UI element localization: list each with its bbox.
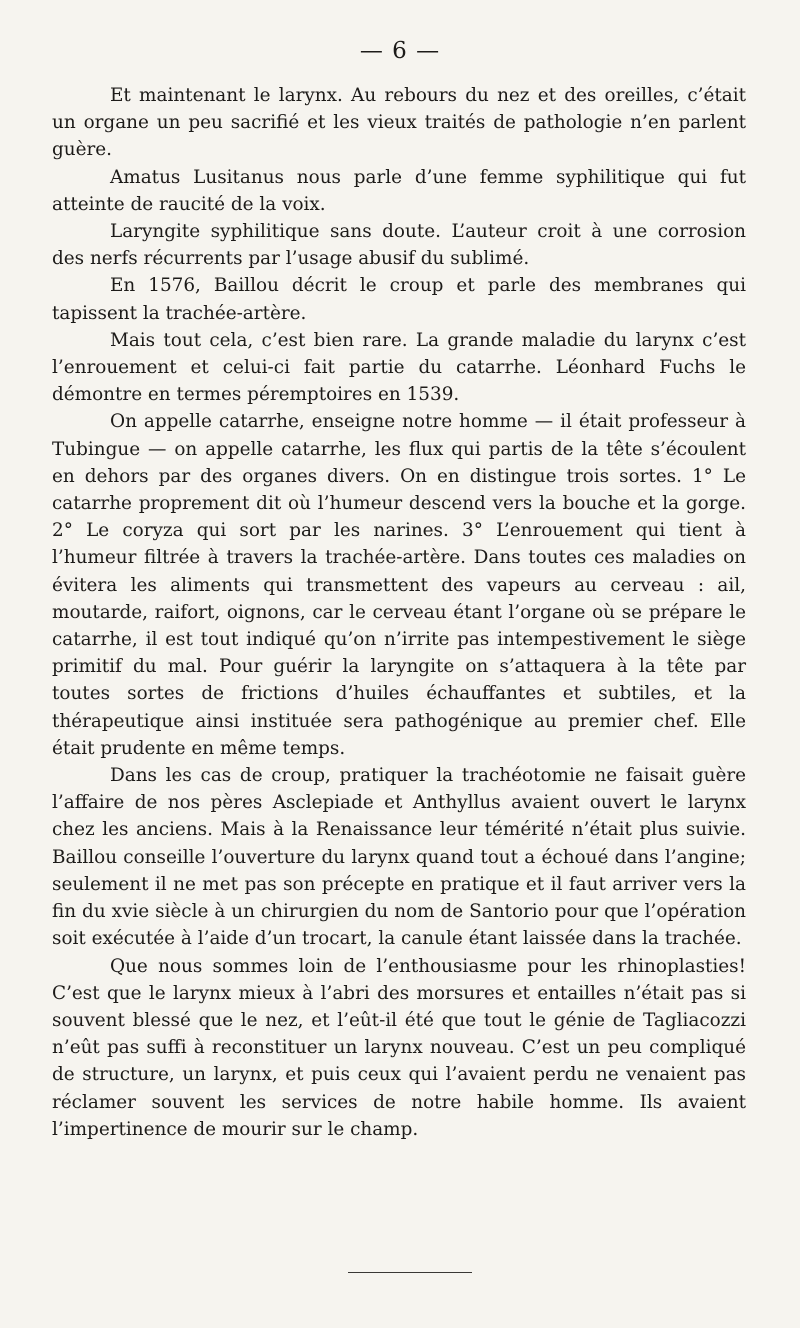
paragraph: Dans les cas de croup, pratiquer la trachéotomie ne faisait guère l’affaire de nos pères Asclepiade et Anthyllus avaient ouvert le larynx chez les anciens. Mais à la Renaissance leur témérité n’était plus suivie. Baillou conseille l’ouverture du larynx quand tout a échoué dans l’angine; seulement il ne met pas son précepte en pratique et il faut arriver vers la fin du xvie siècle à un chirurgien du nom de Santorio pour que l’opération soit exécutée à l’aide d’un trocart, la canule étant laissée dans la trachée. <box>52 765 746 950</box>
end-rule <box>348 1272 472 1273</box>
paragraph: En 1576, Baillou décrit le croup et parle des membranes qui tapissent la trachée-artère. <box>52 275 746 324</box>
page-number: — 6 — <box>359 38 441 64</box>
paragraph: Laryngite syphilitique sans doute. L’auteur croit à une corrosion des nerfs récurrents par l’usage abusif du sublimé. <box>52 221 746 270</box>
paragraph: Et maintenant le larynx. Au rebours du nez et des oreilles, c’était un organe un peu sacrifié et les vieux traités de pathologie n’en parlent guère. <box>52 85 746 161</box>
paragraph: Que nous sommes loin de l’enthousiasme pour les rhinoplasties! C’est que le larynx mieux à l’abri des morsures et entailles n’était pas si souvent blessé que le nez, et l’eût-il été que tout le génie de Tagliacozzi n’eût pas suffi à reconstituer un larynx nouveau. C’est un peu compliqué de structure, un larynx, et puis ceux qui l’avaient perdu ne venaient pas réclamer souvent les services de notre habile homme. Ils avaient l’impertinence de mourir sur le champ. <box>52 955 746 1140</box>
paragraph: Amatus Lusitanus nous parle d’une femme syphilitique qui fut atteinte de raucité de la voix. <box>52 166 746 215</box>
paragraph: On appelle catarrhe, enseigne notre homme — il était professeur à Tubingue — on appelle catarrhe, les flux qui partis de la tête s’écoulent en dehors par des organes divers. On en distingue trois sortes. 1° Le catarrhe proprement dit où l’humeur descend vers la bouche et la gorge. 2° Le coryza qui sort par les narines. 3° L’enrouement qui tient à l’humeur filtrée à travers la trachée-artère. Dans toutes ces maladies on évitera les aliments qui transmettent des vapeurs au cerveau : ail, moutarde, raifort, oignons, car le cerveau étant l’organe où se prépare le catarrhe, il est tout indiqué qu’on n’irrite pas intempestivement le siège primitif du mal. Pour guérir la laryngite on s’attaquera à la tête par toutes sortes de frictions d’huiles échauffantes et subtiles, et la thérapeutique ainsi instituée sera pathogénique au premier chef. Elle était prudente en même temps. <box>52 411 746 759</box>
paragraph: Mais tout cela, c’est bien rare. La grande maladie du larynx c’est l’enrouement et celui-ci fait partie du catarrhe. Léonhard Fuchs le démontre en termes péremptoires en 1539. <box>52 329 746 406</box>
body-text <box>52 82 746 1143</box>
